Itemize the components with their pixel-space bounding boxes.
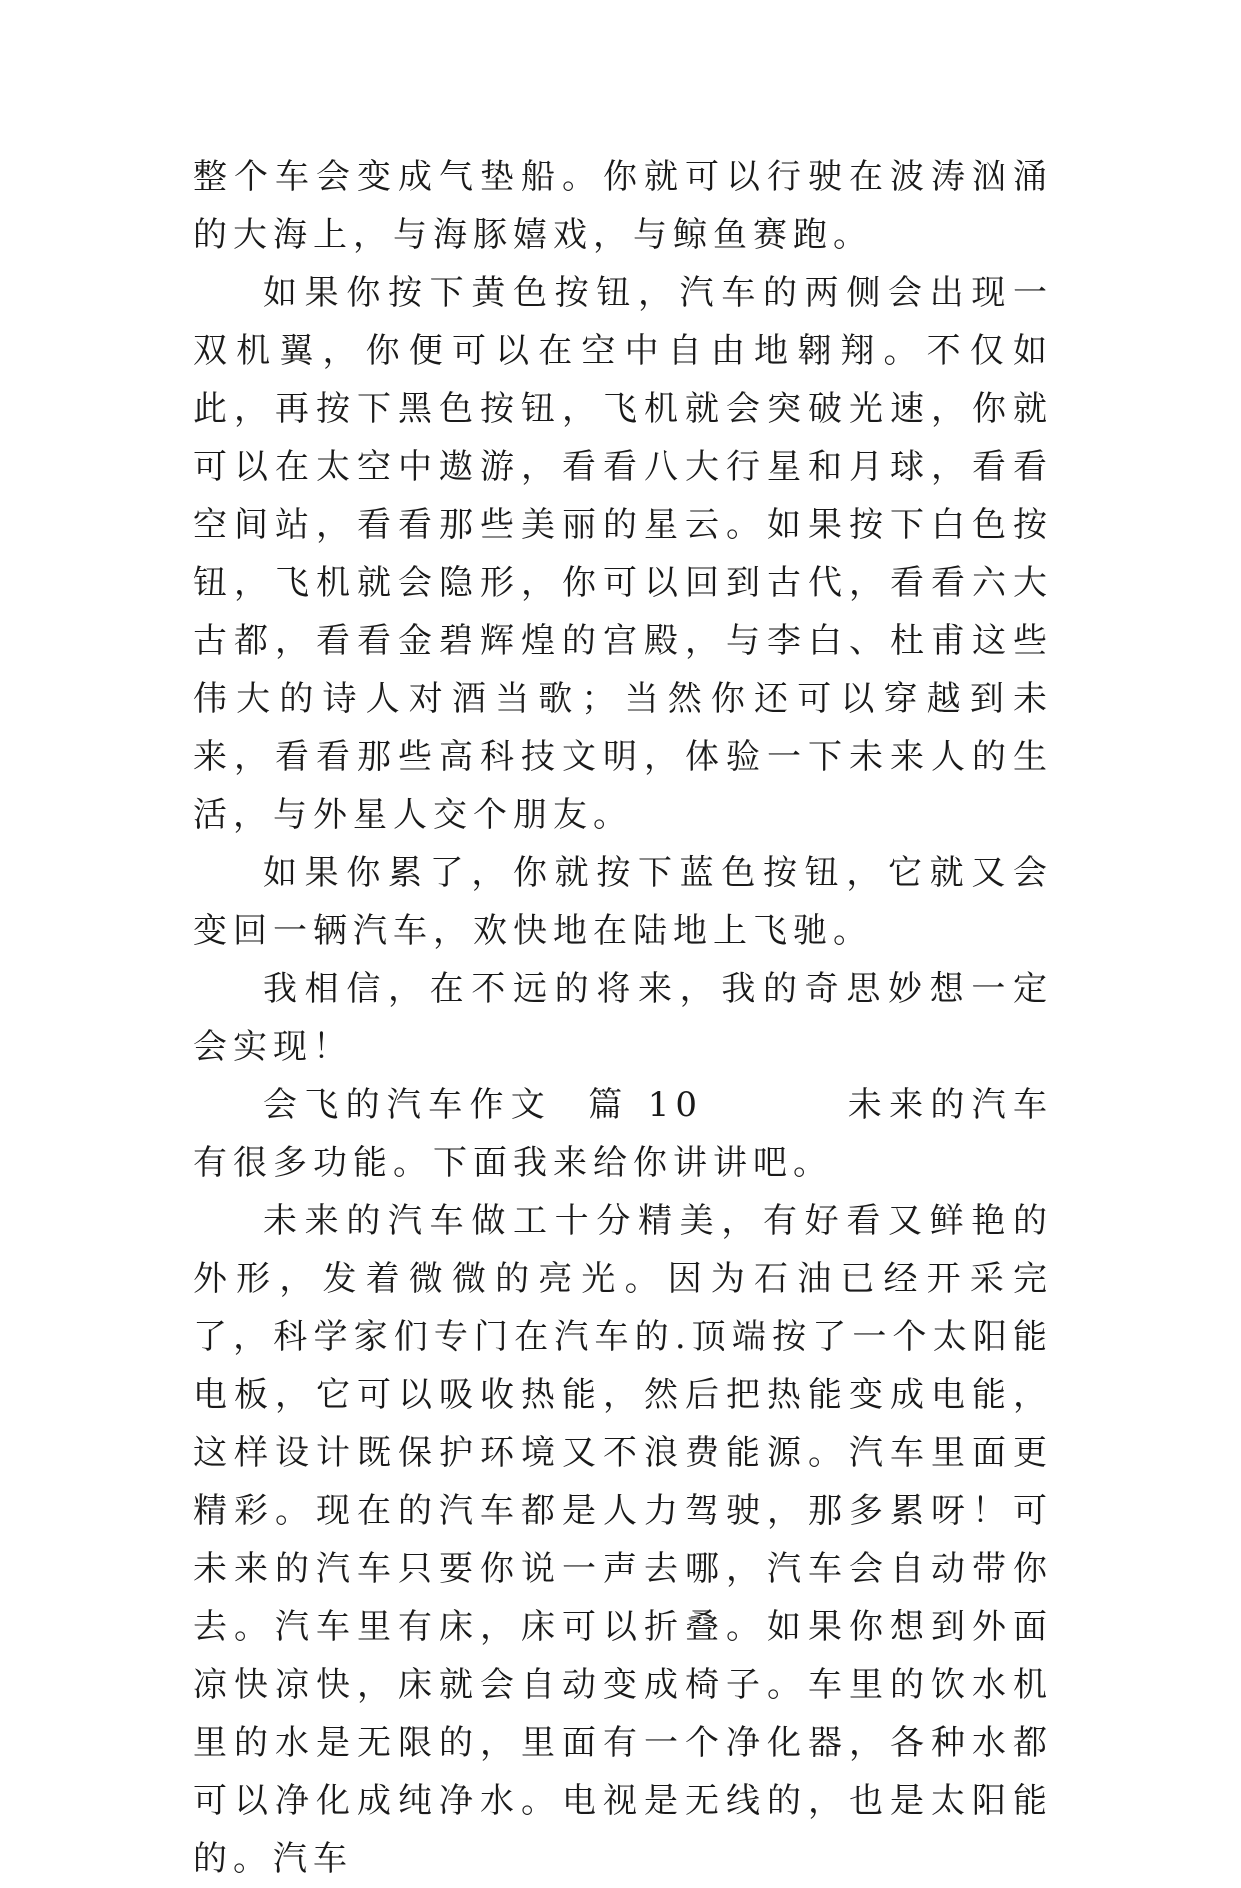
document-body [193, 148, 1053, 1888]
paragraph-essay-heading: 会飞的汽车作文 篇 10 未来的汽车有很多功能。下面我来给你讲讲吧。 [193, 1085, 1053, 1183]
paragraph-blue-button: 如果你累了，你就按下蓝色按钮，它就又会变回一辆汽车，欢快地在陆地上飞驰。 [193, 853, 1053, 951]
paragraph-yellow-button: 如果你按下黄色按钮，汽车的两侧会出现一双机翼，你便可以在空中自由地翱翔。不仅如此，再按下黑色按钮，飞机就会突破光速，你就可以在太空中遨游，看看八大行星和月球，看看空间站，看看那些美丽的星云。如果按下白色按钮，飞机就会隐形，你可以回到古代，看看六大古都，看看金碧辉煌的宫殿，与李白、杜甫这些伟大的诗人对酒当歌；当然你还可以穿越到未来，看看那些高科技文明，体验一下未来人的生活，与外星人交个朋友。 [193, 273, 1053, 835]
paragraph-belief: 我相信，在不远的将来，我的奇思妙想一定会实现！ [193, 969, 1053, 1067]
paragraph-future-car: 未来的汽车做工十分精美，有好看又鲜艳的外形，发着微微的亮光。因为石油已经开采完了，科学家们专门在汽车的.顶端按了一个太阳能电板，它可以吸收热能，然后把热能变成电能，这样设计既保护环境又不浪费能源。汽车里面更精彩。现在的汽车都是人力驾驶，那多累呀！可未来的汽车只要你说一声去哪，汽车会自动带你去。汽车里有床，床可以折叠。如果你想到外面凉快凉快，床就会自动变成椅子。车里的饮水机里的水是无限的，里面有一个净化器，各种水都可以净化成纯净水。电视是无线的，也是太阳能的。汽车 [193, 1201, 1053, 1879]
paragraph-continuation: 整个车会变成气垫船。你就可以行驶在波涛汹涌的大海上，与海豚嬉戏，与鲸鱼赛跑。 [193, 157, 1053, 255]
